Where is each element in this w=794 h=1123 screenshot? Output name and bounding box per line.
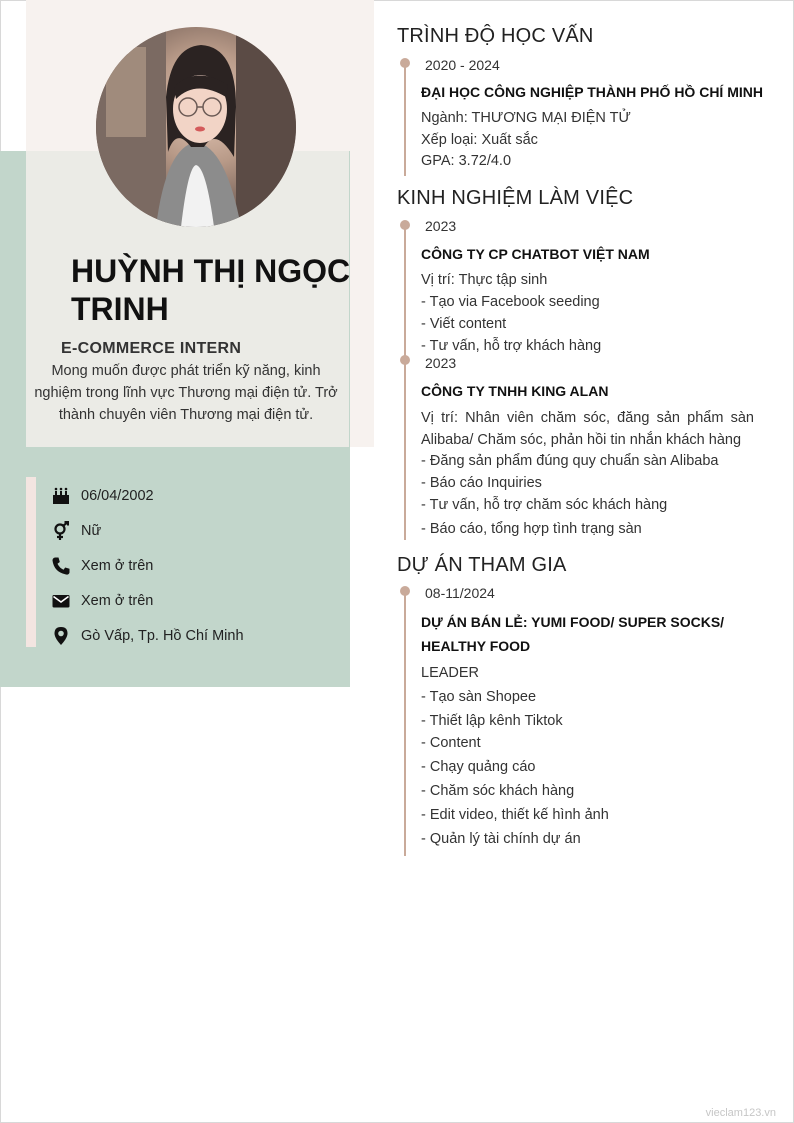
job-1-task: - Viết content (421, 316, 507, 332)
job-2-timeline-dot (400, 355, 410, 365)
contact-gender (50, 513, 244, 548)
contact-phone (50, 548, 244, 583)
job-1-date: 2023 (425, 218, 457, 234)
email-icon (50, 590, 72, 612)
contact-address (50, 618, 244, 653)
job-1-task: - Tư vấn, hỗ trợ khách hàng (421, 338, 602, 354)
contact-birthday (50, 478, 244, 513)
project-name: DỰ ÁN BÁN LẺ: YUMI FOOD/ SUPER SOCKS/ HEALTHY FOOD (421, 614, 725, 654)
email-text: Xem ở trên (81, 592, 154, 609)
address-text: Gò Vấp, Tp. Hồ Chí Minh (81, 627, 244, 644)
job-2-company: CÔNG TY TNHH KING ALAN (421, 383, 609, 399)
education-timeline-dot (400, 58, 410, 68)
person-photo-icon (96, 27, 296, 227)
education-rank: Xếp loại: Xuất sắc (421, 132, 538, 148)
job-1-position: Vị trí: Thực tập sinh (421, 272, 548, 288)
project-task: - Chạy quảng cáo (421, 759, 536, 775)
experience-timeline (404, 222, 406, 540)
gender-text: Nữ (81, 522, 102, 539)
job-1-company: CÔNG TY CP CHATBOT VIỆT NAM (421, 246, 650, 262)
education-school: ĐẠI HỌC CÔNG NGHIỆP THÀNH PHỐ HỒ CHÍ MINH (421, 84, 763, 100)
project-task: - Content (421, 735, 481, 751)
birthday-text: 06/04/2002 (81, 487, 154, 504)
job-1-timeline-dot (400, 220, 410, 230)
projects-timeline (404, 590, 406, 856)
contact-list (50, 478, 244, 653)
job-2-date: 2023 (425, 355, 457, 371)
education-gpa: GPA: 3.72/4.0 (421, 153, 512, 169)
phone-icon (50, 555, 72, 577)
watermark: vieclam123.vn (705, 1107, 776, 1119)
gender-icon (50, 520, 72, 542)
job-title: E-COMMERCE INTERN (61, 340, 242, 357)
projects-title: DỰ ÁN THAM GIA (397, 554, 567, 576)
birthday-cake-icon (50, 485, 72, 507)
project-task: - Tạo sàn Shopee (421, 689, 537, 705)
project-task: - Edit video, thiết kế hình ảnh (421, 807, 609, 823)
contact-email (50, 583, 244, 618)
full-name: HUỲNH THỊ NGỌC TRINH (71, 253, 351, 327)
education-major: Ngành: THƯƠNG MẠI ĐIỆN TỬ (421, 110, 631, 126)
project-task: - Quản lý tài chính dự án (421, 831, 581, 847)
location-pin-icon (50, 625, 72, 647)
education-date: 2020 - 2024 (425, 57, 500, 73)
education-timeline (404, 60, 406, 176)
job-2-task: - Báo cáo, tổng hợp tình trạng sàn (421, 521, 642, 537)
contact-accent-bar (26, 477, 36, 647)
project-task: - Thiết lập kênh Tiktok (421, 713, 563, 729)
experience-title: KINH NGHIỆM LÀM VIỆC (397, 187, 634, 209)
profile-photo (96, 27, 296, 227)
career-objective: Mong muốn được phát triển kỹ năng, kinh nghiệm trong lĩnh vực Thương mại điện tử. Trở thành chuyên viên Thương mại điện tử. (34, 363, 338, 423)
job-2-task: - Đăng sản phẩm đúng quy chuẩn sàn Alibaba (421, 453, 719, 469)
job-1-task: - Tạo via Facebook seeding (421, 294, 600, 310)
job-2-task: - Báo cáo Inquiries (421, 475, 542, 491)
project-timeline-dot (400, 586, 410, 596)
project-role: LEADER (421, 665, 480, 681)
job-2-task: - Tư vấn, hỗ trợ chăm sóc khách hàng (421, 497, 668, 513)
job-2-position: Vị trí: Nhân viên chăm sóc, đăng sản phẩm sàn Alibaba/ Chăm sóc, phản hồi tin nhắn khách hàng (421, 410, 754, 448)
education-title: TRÌNH ĐỘ HỌC VẤN (397, 25, 594, 47)
project-task: - Chăm sóc khách hàng (421, 783, 575, 799)
project-date: 08-11/2024 (425, 585, 495, 601)
phone-text: Xem ở trên (81, 557, 154, 574)
